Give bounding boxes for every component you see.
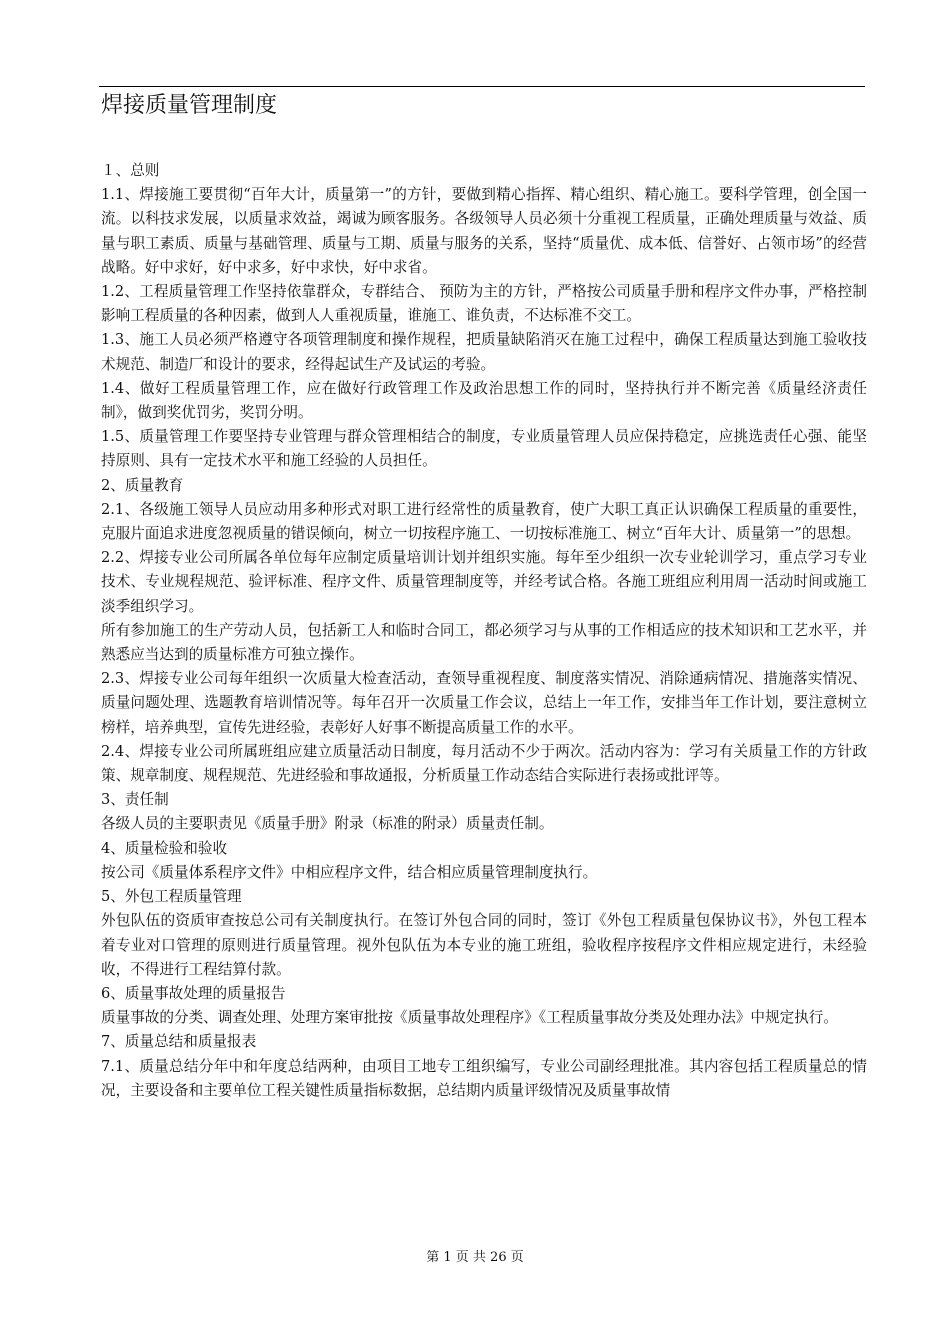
paragraph-1-3: 1.3、施工人员必须严格遵守各项管理制度和操作规程，把质量缺陷消灭在施工过程中，确保工程质量达到施工验收技术规范、制造厂和设计的要求，经得起试生产及试运的考验。 — [101, 331, 867, 373]
section-heading-3: 3、责任制 — [101, 791, 169, 809]
paragraph-4: 按公司《质量体系程序文件》中相应程序文件，结合相应质量管理制度执行。 — [101, 863, 598, 881]
section-heading-5: 5、外包工程质量管理 — [101, 888, 242, 906]
paragraph-1-5: 1.5、质量管理工作要坚持专业管理与群众管理相结合的制度，专业质量管理人员应保持稳定，应挑选责任心强、能坚持原则、具有一定技术水平和施工经验的人员担任。 — [101, 428, 867, 470]
paragraph-2-2: 2.2、焊接专业公司所属各单位每年应制定质量培训计划并组织实施。每年至少组织一次专业轮训学习，重点学习专业技术、专业规程规范、验评标准、程序文件、质量管理制度等，并经考试合格。各施工班组应利用周一活动时间或施工淡季组织学习。 — [101, 549, 867, 615]
paragraph-1-1: 1.1、焊接施工要贯彻“百年大计，质量第一”的方针，要做到精心指挥、精心组织、精心施工。要科学管理，创全国一流。以科技求发展，以质量求效益，竭诚为顾客服务。各级领导人员必须十分重视工程质量，正确处理质量与效益、质量与职工素质、质量与基础管理、质量与工期、质量与服务的关系，坚持“质量优、成本低、信誉好、占领市场”的经营战略。好中求好，好中求多，好中求快，好中求省。 — [101, 186, 867, 276]
paragraph-5: 外包队伍的资质审查按总公司有关制度执行。在签订外包合同的同时，签订《外包工程质量包保协议书》，外包工程本着专业对口管理的原则进行质量管理。视外包队伍为本专业的施工班组，验收程序按程序文件相应规定进行，未经验收，不得进行工程结算付款。 — [101, 912, 867, 978]
section-heading-2: 2、质量教育 — [101, 476, 184, 494]
paragraph-6: 质量事故的分类、调查处理、处理方案审批按《质量事故处理程序》《工程质量事故分类及处理办法》中规定执行。 — [101, 1009, 838, 1027]
paragraph-2-3: 2.3、焊接专业公司每年组织一次质量大检查活动，查领导重视程度、制度落实情况、消除通病情况、措施落实情况、质量问题处理、选题教育培训情况等。每年召开一次质量工作会议，总结上一年工作，安排当年工作计划，要注意树立榜样，培养典型，宣传先进经验，表彰好人好事不断提高质量工作的水平。 — [101, 670, 867, 736]
document-title: 焊接质量管理制度 — [101, 93, 278, 118]
page-number-footer: 第 1 页 共 26 页 — [426, 1250, 524, 1265]
paragraph-3: 各级人员的主要职责见《质量手册》附录（标准的附录）质量责任制。 — [101, 815, 554, 833]
section-heading-6: 6、质量事故处理的质量报告 — [101, 984, 286, 1002]
paragraph-1-2: 1.2、工程质量管理工作坚持依靠群众，专群结合、 预防为主的方针，严格按公司质量手册和程序文件办事，严格控制影响工程质量的各种因素，做到人人重视质量，谁施工、谁负责，不达标准不交工。 — [101, 283, 867, 325]
document-body — [101, 159, 867, 1103]
paragraph-1-4: 1.4、做好工程质量管理工作，应在做好行政管理工作及政治思想工作的同时，坚持执行并不断完善《质量经济责任制》，做到奖优罚劣，奖罚分明。 — [101, 379, 867, 422]
paragraph-7-1: 7.1、质量总结分年中和年度总结两种，由项目工地专工组织编写，专业公司副经理批准。其内容包括工程质量总的情况，主要设备和主要单位工程关键性质量指标数据，总结期内质量评级情况及质量事故情 — [101, 1057, 867, 1099]
header-rule — [99, 86, 865, 87]
section-heading-7: 7、质量总结和质量报表 — [101, 1033, 257, 1051]
paragraph-2-4: 2.4、焊接专业公司所属班组应建立质量活动日制度，每月活动不少于两次。活动内容为：学习有关质量工作的方针政策、规章制度、规程规范、先进经验和事故通报，分析质量工作动态结合实际进行表扬或批评等。 — [101, 742, 867, 785]
paragraph-2-1: 2.1、各级施工领导人员应动用多种形式对职工进行经常性的质量教育，使广大职工真正认识确保工程质量的重要性，克服片面追求进度忽视质量的错误倾向，树立一切按程序施工、一切按标准施工、树立“百年大计、质量第一”的思想。 — [101, 500, 867, 543]
paragraph-2-2-note: 所有参加施工的生产劳动人员，包括新工人和临时合同工，都必须学习与从事的工作相适应的技术知识和工艺水平，并熟悉应当达到的质量标准方可独立操作。 — [101, 621, 867, 664]
section-heading-1: １、总则 — [101, 162, 160, 179]
section-heading-4: 4、质量检验和验收 — [101, 839, 228, 857]
